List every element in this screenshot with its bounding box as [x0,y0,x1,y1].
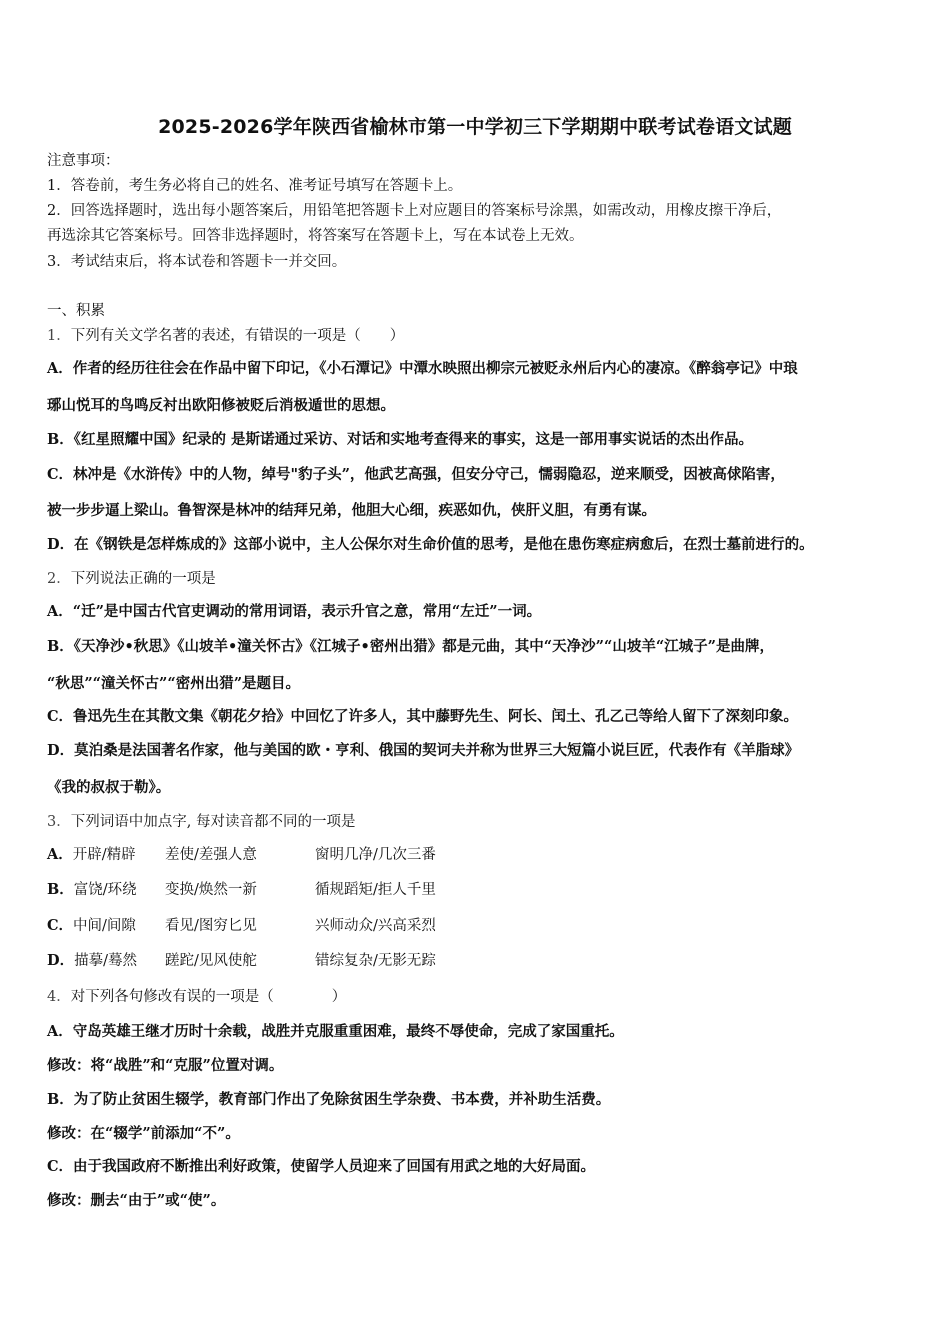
q3-option-d-w1: 描摹/蓦然 [74,953,137,969]
q4-option-a-fix: 修改：将“战胜”和“克服”位置对调。 [47,1057,284,1074]
q1-option-c: C．林冲是《水浒传》中的人物，绰号"豹子头”，他武艺高强，但安分守己，懦弱隐忍，逆来顺受，因被高俅陷害， [47,466,785,483]
page-title: 2025-2026学年陕西省榆林市第一中学初三下学期期中联考试卷语文试题 [158,116,792,138]
notice-item-1: 1．答卷前，考生务必将自己的姓名、准考证号填写在答题卡上。 [47,178,463,194]
q2-option-d-cont: 《我的叔叔于勒》。 [47,779,171,796]
q3-option-b-w2: 变换/焕然一新 [165,882,257,898]
q3-option-a-w3: 窗明几净/几次三番 [315,847,436,863]
notice-heading: 注意事项： [47,153,120,169]
q2-option-a: A．“迁”是中国古代官吏调动的常用词语，表示升官之意，常用“左迁”一词。 [47,603,542,620]
q2-option-d: D．莫泊桑是法国著名作家，他与美国的欧・亨利、俄国的契诃夫并称为世界三大短篇小说巨匠，代表作有《羊脂球》 [47,742,800,759]
q4-number: 4． [47,989,71,1005]
q4-option-b-fix: 修改：在“辍学”前添加“不”。 [47,1125,240,1142]
q3-option-b-w3: 循规蹈矩/拒人千里 [315,882,436,898]
q1-option-a: A．作者的经历往往会在作品中留下印记，《小石潭记》中潭水映照出柳宗元被贬永州后内心的凄凉。《醉翁亭记》中琅 [47,360,798,377]
q1-number: 1． [47,328,71,344]
q4-option-c: C．由于我国政府不断推出利好政策，使留学人员迎来了回国有用武之地的大好局面。 [47,1158,596,1175]
q4-option-b: B．为了防止贫困生辍学，教育部门作出了免除贫困生学杂费、书本费，并补助生活费。 [47,1091,611,1108]
q4-option-a: A．守岛英雄王继才历时十余载，战胜并克服重重困难，最终不辱使命，完成了家国重托。 [47,1023,624,1040]
q1-option-a-cont: 琊山悦耳的鸟鸣反衬出欧阳修被贬后消极遁世的思想。 [47,397,395,414]
q4-option-c-fix: 修改：删去“由于”或“使”。 [47,1192,226,1209]
q3-option-a-words-1 [47,845,165,865]
q3-option-a [47,845,436,865]
q2-option-b-cont: “秋思”“潼关怀古”“密州出猎”是题目。 [47,675,301,692]
q3-option-b-label: B． [47,881,74,898]
q3-option-c-w1: 中间/间隙 [73,918,136,934]
q2-option-c: C．鲁迅先生在其散文集《朝花夕拾》中回忆了许多人，其中藤野先生、阿长、闰土、孔乙己等给人留下了深刻印象。 [47,708,799,725]
q3-option-c-label: C． [47,917,74,934]
q1-option-c-cont: 被一步步逼上梁山。鲁智深是林冲的结拜兄弟，他胆大心细，疾恶如仇，侠肝义胆，有勇有谋。 [47,502,656,519]
q3-option-d [47,951,436,971]
notice-item-2: 2．回答选择题时，选出每小题答案后，用铅笔把答题卡上对应题目的答案标号涂黑，如需改动，用橡皮擦干净后， [47,203,782,219]
q2-option-b: B．《天净沙•秋思》《山坡羊•潼关怀古》《江城子•密州出猎》都是元曲，其中“天净沙”“山坡羊“江城子”是曲牌， [47,638,775,655]
q2-number: 2． [47,571,71,587]
q2-stem-text: 下列说法正确的一项是 [70,571,216,587]
q4-stem [47,987,346,1007]
q3-option-b-w1: 富饶/环绕 [73,882,137,898]
q2-stem [47,569,216,589]
q3-option-a-w2: 差使/差强人意 [165,847,257,863]
notice-item-3: 3．考试结束后，将本试卷和答题卡一并交回。 [47,254,347,270]
q1-option-b: B．《红星照耀中国》纪录的 是斯诺通过采访、对话和实地考查得来的事实，这是一部用事实说话的杰出作品。 [47,431,754,448]
q3-option-d-w3: 错综复杂/无影无踪 [315,953,436,969]
q3-option-c-w2: 看见/图穷匕见 [165,918,257,934]
q1-option-d: D．在《钢铁是怎样炼成的》这部小说中，主人公保尔对生命价值的思考，是他在患伤寒症病愈后，在烈士墓前进行的。 [47,536,814,553]
q3-option-c-words-1 [47,916,165,936]
notice-item-2-cont: 再选涂其它答案标号。回答非选择题时，将答案写在答题卡上，写在本试卷上无效。 [47,228,584,244]
q3-stem [47,812,355,832]
q3-option-b [47,880,436,900]
q3-option-c-w3: 兴师动众/兴高采烈 [315,918,436,934]
section-heading: 一、积累 [47,303,105,319]
q3-stem-text: 下列词语中加点字, 每对读音都不同的一项是 [70,814,356,830]
q3-option-c [47,916,436,936]
q3-number: 3． [47,814,71,830]
q3-option-a-w1: 开辟/精辟 [72,847,136,863]
q3-option-d-label: D． [47,952,75,969]
q3-option-d-w2: 蹉跎/见风使舵 [165,953,257,969]
q3-option-a-label: A． [47,846,73,863]
q4-stem-text: 对下列各句修改有误的一项是（ ） [70,989,347,1005]
q3-option-d-words-1 [47,951,165,971]
q1-stem [47,326,404,346]
q1-stem-text: 下列有关文学名著的表述，有错误的一项是（ ） [70,328,405,344]
q3-option-b-words-1 [47,880,165,900]
